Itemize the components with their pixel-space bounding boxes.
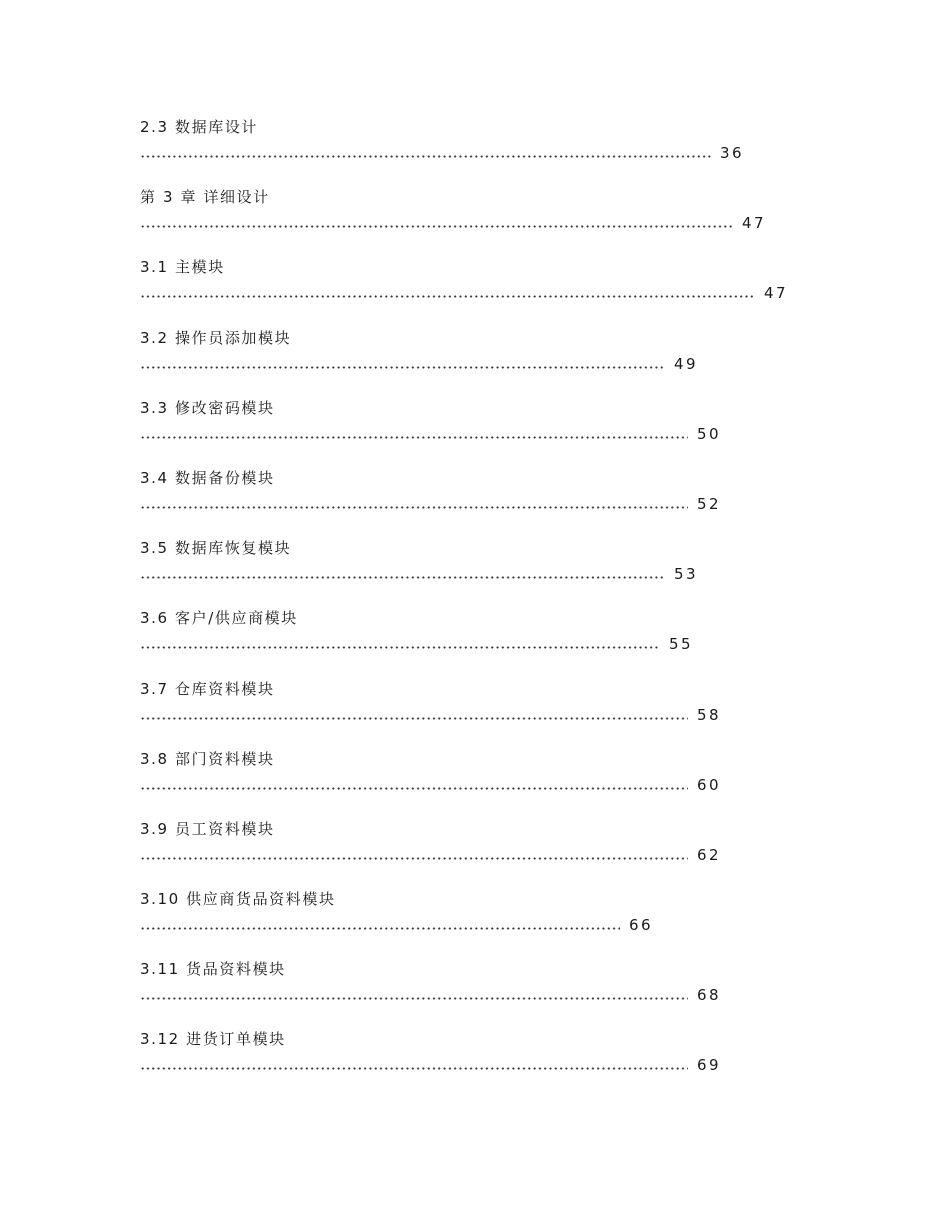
toc-entry-title: 3.4 数据备份模块 <box>140 468 275 487</box>
toc-entry-title: 3.5 数据库恢复模块 <box>140 539 292 558</box>
toc-entry-title: 3.12 进货订单模块 <box>140 1030 286 1049</box>
toc-dot-leader <box>140 916 620 930</box>
toc-entry[interactable] <box>140 608 840 678</box>
toc-page-number: 60 <box>697 775 721 794</box>
toc-leader-line <box>140 845 721 865</box>
toc-entry[interactable] <box>140 819 840 889</box>
toc-leader-line <box>140 213 766 233</box>
toc-leader-line <box>140 424 721 444</box>
toc-entry-title: 2.3 数据库设计 <box>140 118 259 136</box>
toc-dot-leader <box>140 495 688 509</box>
toc-entry[interactable] <box>140 749 840 819</box>
toc-entry[interactable] <box>140 257 840 327</box>
toc-page-number: 69 <box>697 1056 721 1075</box>
toc-page-number: 50 <box>697 424 721 443</box>
toc-dot-leader <box>140 565 665 579</box>
toc-entry[interactable] <box>140 679 840 749</box>
toc-entry-title: 3.2 操作员添加模块 <box>140 328 292 347</box>
toc-leader-line <box>140 634 693 654</box>
toc-page-number: 68 <box>697 986 721 1005</box>
toc-page-number: 58 <box>697 705 721 724</box>
toc-page-number: 47 <box>764 284 788 303</box>
toc-entry-title: 3.6 客户/供应商模块 <box>140 609 298 628</box>
toc-entry-title: 3.3 修改密码模块 <box>140 398 275 417</box>
table-of-contents <box>140 117 840 1100</box>
toc-dot-leader <box>140 635 660 649</box>
toc-leader-line <box>140 1055 721 1075</box>
toc-leader-line <box>140 915 653 935</box>
toc-dot-leader <box>140 284 755 298</box>
toc-page-number: 36 <box>720 144 744 162</box>
toc-dot-leader <box>140 986 688 1000</box>
toc-page-number: 49 <box>674 354 698 373</box>
toc-entry[interactable] <box>140 187 840 257</box>
toc-page-number: 53 <box>674 565 698 584</box>
toc-entry[interactable] <box>140 1029 840 1099</box>
toc-dot-leader <box>140 355 665 369</box>
toc-dot-leader <box>140 1056 688 1070</box>
toc-entry[interactable] <box>140 117 840 187</box>
toc-dot-leader <box>140 706 688 720</box>
toc-entry-title: 3.7 仓库资料模块 <box>140 679 275 698</box>
toc-entry[interactable] <box>140 889 840 959</box>
toc-page-number: 47 <box>742 214 766 233</box>
toc-entry-title: 第 3 章 详细设计 <box>140 188 270 207</box>
toc-page-number: 62 <box>697 845 721 864</box>
toc-leader-line <box>140 354 698 374</box>
toc-leader-line <box>140 494 721 514</box>
toc-entry[interactable] <box>140 398 840 468</box>
toc-leader-line <box>140 564 698 584</box>
toc-dot-leader <box>140 846 688 860</box>
toc-leader-line <box>140 143 744 163</box>
toc-page-number: 66 <box>629 916 653 935</box>
toc-entry[interactable] <box>140 468 840 538</box>
toc-dot-leader <box>140 776 688 790</box>
toc-dot-leader <box>140 425 688 439</box>
toc-entry-title: 3.10 供应商货品资料模块 <box>140 890 336 909</box>
toc-entry-title: 3.9 员工资料模块 <box>140 819 275 838</box>
toc-entry-title: 3.1 主模块 <box>140 258 225 277</box>
toc-entry-title: 3.11 货品资料模块 <box>140 960 286 979</box>
toc-leader-line <box>140 775 721 795</box>
toc-dot-leader <box>140 214 733 228</box>
toc-page-number: 55 <box>669 635 693 654</box>
toc-entry-title: 3.8 部门资料模块 <box>140 749 275 768</box>
toc-page-number: 52 <box>697 494 721 513</box>
toc-dot-leader <box>140 144 711 158</box>
toc-leader-line <box>140 283 788 303</box>
toc-leader-line <box>140 705 721 725</box>
toc-entry[interactable] <box>140 959 840 1029</box>
toc-entry[interactable] <box>140 538 840 608</box>
toc-entry[interactable] <box>140 328 840 398</box>
toc-leader-line <box>140 985 721 1005</box>
